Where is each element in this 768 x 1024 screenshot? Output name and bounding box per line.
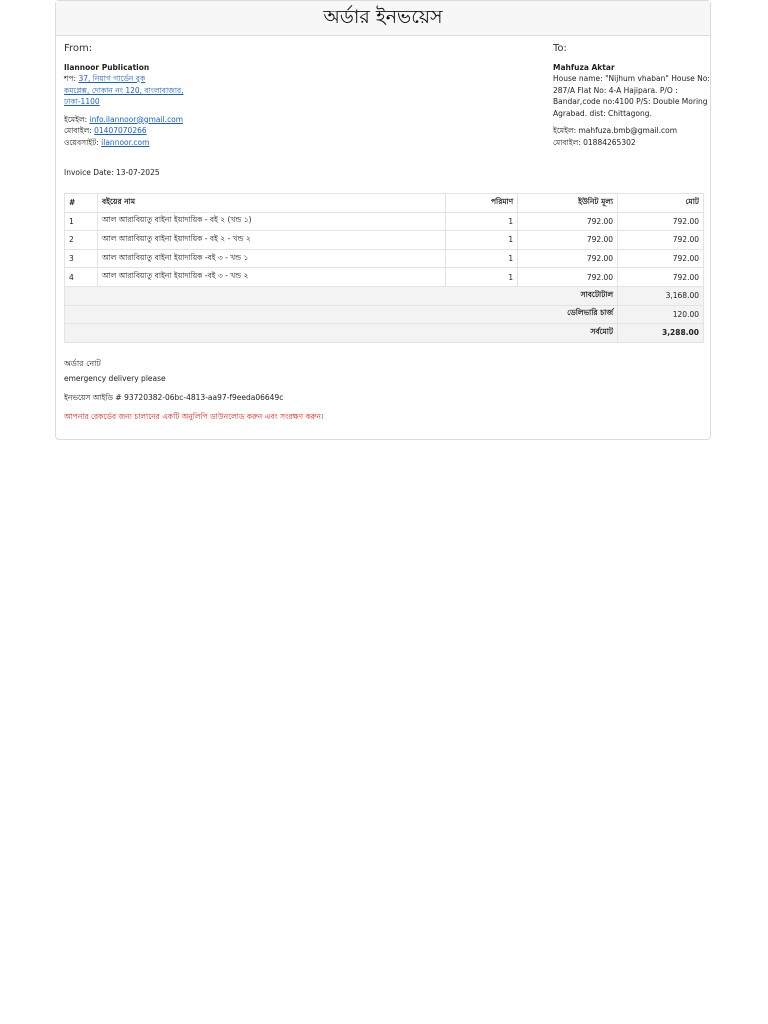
to-heading: To:: [553, 43, 567, 54]
page-title: অর্ডার ইনভয়েস: [323, 6, 443, 28]
grand-total-label: সর্বমোট: [65, 324, 618, 343]
row-number: 4: [65, 268, 98, 287]
email-label: ইমেইল:: [64, 114, 88, 124]
row-number: 3: [65, 249, 98, 268]
row-total: 792.00: [618, 268, 704, 287]
row-unit-price: 792.00: [518, 249, 618, 268]
from-phone-line: [64, 125, 304, 137]
to-address-line-2: 287/A Flat No: 4-A Hajipara. P/O :: [553, 85, 678, 95]
row-book-name: আল আরাবিয়াতু বাইনা ইয়াদায়িক - বই ২ (খন্ড ১): [97, 212, 445, 231]
address-prefix: শপ:: [64, 74, 77, 83]
to-block: [553, 43, 711, 148]
order-note-text: emergency delivery please: [64, 373, 166, 383]
invoice-header: [56, 1, 710, 36]
to-address-line-4: Agrabad. dist: Chittagong.: [553, 108, 652, 118]
col-header-quantity: পরিমাণ: [446, 194, 518, 213]
table-row: [65, 231, 704, 250]
from-address-line-3: [64, 96, 304, 108]
from-website-line: [64, 137, 304, 149]
parties-section: [64, 43, 710, 155]
from-address-line-1: [64, 73, 304, 85]
table-row: [65, 249, 704, 268]
invoice-body: [56, 36, 710, 422]
from-email-line: [64, 114, 304, 126]
table-row: [65, 212, 704, 231]
grand-total-value: 3,288.00: [618, 324, 704, 343]
table-header-row: [65, 194, 704, 213]
col-header-total: মোট: [618, 194, 704, 213]
to-email-line: [553, 125, 711, 137]
row-quantity: 1: [446, 249, 518, 268]
subtotal-label: সাবটোটাল: [65, 286, 618, 305]
address-link-2[interactable]: কমপ্লেক্স, দোকান নং 120, বাংলাবাজার,: [64, 85, 184, 95]
website-link[interactable]: ilannoor.com: [101, 137, 150, 147]
order-note-title: অর্ডার নোট: [64, 358, 101, 368]
row-total: 792.00: [618, 249, 704, 268]
row-book-name: আল আরাবিয়াতু বাইনা ইয়াদায়িক - বই ২ - খন্ড ২: [97, 231, 445, 250]
website-label: ওয়েবসাইট:: [64, 137, 99, 147]
from-name: Ilannoor Publication: [64, 63, 150, 72]
items-table: [64, 193, 704, 343]
grand-total-row: [65, 324, 704, 343]
row-quantity: 1: [446, 268, 518, 287]
row-number: 2: [65, 231, 98, 250]
row-unit-price: 792.00: [518, 268, 618, 287]
delivery-label: ডেলিভারি চার্জ: [65, 305, 618, 324]
col-header-unit-price: ইউনিট মূল্য: [518, 194, 618, 213]
row-quantity: 1: [446, 212, 518, 231]
to-email-label: ইমেইল:: [553, 126, 577, 135]
row-book-name: আল আরাবিয়াতু বাইনা ইয়াদায়িক -বই ৩ - খন্ড ২: [97, 268, 445, 287]
invoice-date: Invoice Date: 13-07-2025: [64, 168, 160, 177]
address-link-1[interactable]: 37, নিয়াগ গার্ডেন বুক: [78, 74, 146, 83]
col-header-number: #: [65, 194, 98, 213]
table-row: [65, 268, 704, 287]
email-link[interactable]: info.ilannoor@gmail.com: [89, 114, 184, 124]
row-number: 1: [65, 212, 98, 231]
to-address-line-1: House name: "Nijhum vhaban" House No:: [553, 74, 710, 83]
to-phone-label: মোবাইল:: [553, 137, 581, 147]
subtotal-row: [65, 286, 704, 305]
delivery-row: [65, 305, 704, 324]
subtotal-value: 3,168.00: [618, 286, 704, 305]
col-header-book-name: বইয়ের নাম: [97, 194, 445, 213]
from-block: [64, 43, 304, 148]
from-address-line-2: [64, 85, 304, 97]
row-quantity: 1: [446, 231, 518, 250]
invoice-card: [55, 0, 711, 440]
to-email: mahfuza.bmb@gmail.com: [578, 126, 678, 135]
row-unit-price: 792.00: [518, 212, 618, 231]
to-phone: 01884265302: [583, 137, 636, 147]
delivery-value: 120.00: [618, 305, 704, 324]
to-phone-line: [553, 137, 711, 149]
from-heading: From:: [64, 43, 93, 54]
to-address-line-3: Bandar,code no:4100 P/S: Double Moring: [553, 97, 708, 106]
address-link-3[interactable]: ঢাকা-1100: [64, 97, 100, 106]
download-warning: আপনার রেকর্ডের জন্য চালানের একটি অনুলিপি ডাউনলোড করুন এবং সংরক্ষণ করুন।: [64, 411, 324, 421]
row-total: 792.00: [618, 231, 704, 250]
phone-label: মোবাইল:: [64, 126, 92, 135]
row-total: 792.00: [618, 212, 704, 231]
row-unit-price: 792.00: [518, 231, 618, 250]
to-name: Mahfuza Aktar: [553, 63, 615, 72]
row-book-name: আল আরাবিয়াতু বাইনা ইয়াদায়িক -বই ৩ - খন্ড ১: [97, 249, 445, 268]
phone-link[interactable]: 01407070266: [94, 126, 147, 135]
invoice-id: ইনভয়েস আইডি # 93720382-06bc-4813-aa97-f9eeda06649c: [64, 392, 284, 402]
